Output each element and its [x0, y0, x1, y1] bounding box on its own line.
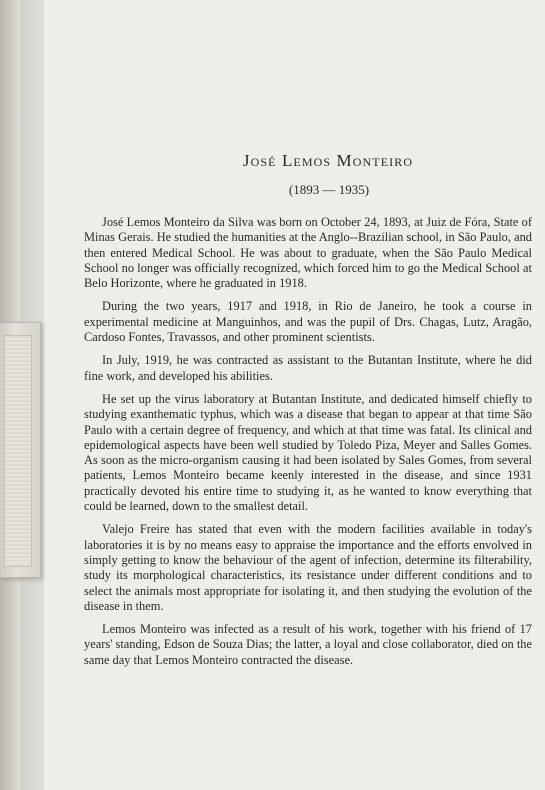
paragraph: Lemos Monteiro was infected as a result of his work, together with his friend of 17 years' standing, Edson de Souza Dias; the latter, a loyal and close collaborator, died on the same day that Lemos Monteiro contracted the disease. [84, 622, 532, 667]
paragraph: José Lemos Monteiro da Silva was born on October 24, 1893, at Juiz de Fóra, State of Minas Gerais. He studied the humanities at the Anglo--Brazilian school, in São Paulo, and then entered Medical School. He was about to graduate, when the São Paulo Medical School no longer was officially recognized, which forced him to go the Medical School at Belo Horizonte, where he graduated in 1918. [84, 215, 532, 291]
page-title: José Lemos Monteiro [242, 151, 414, 170]
book-page [44, 0, 545, 790]
paragraph: He set up the virus laboratory at Butantan Institute, and dedicated himself chiefly to studying exanthematic typhus, which was a disease that began to appear at that time São Paulo with a certain degree of frequency, and which at that time was fatal. Its clinical and epidemological aspects have been well studied by Toledo Piza, Meyer and Salles Gomes. As soon as the micro-organism causing it had been isolated by Sales Gomes, from several patients, Lemos Monteiro became keenly interested in the disease, and since 1931 practically devoted his entire time to studying it, as he wanted to know everything that could be learned, down to the smallest detail. [84, 391, 532, 514]
bookmark-object [0, 322, 41, 578]
bookmark-texture [4, 335, 32, 567]
paragraph: In July, 1919, he was contracted as assistant to the Butantan Institute, where he did fine work, and developed his abilities. [84, 353, 532, 383]
paragraph: During the two years, 1917 and 1918, in Rio de Janeiro, he took a course in experimental medicine at Manguinhos, and was the pupil of Drs. Chagas, Lutz, Aragão, Cardoso Fontes, Travassos, and other prominent scientists. [84, 299, 532, 345]
biography-text [84, 150, 532, 676]
life-dates: (1893 — 1935) [288, 182, 370, 197]
paragraph: Valejo Freire has stated that even with the modern facilities available in today's laboratories it is by no means easy to appraise the importance and the efforts envolved in simply getting to know the behaviour of the agent of infection, determine its filterability, study its morphological characteristics, its resistance under different conditions and to select the animals most appropriate for isolating it, and then studying the evolution of the disease in them. [84, 522, 532, 613]
body-text [84, 215, 532, 668]
